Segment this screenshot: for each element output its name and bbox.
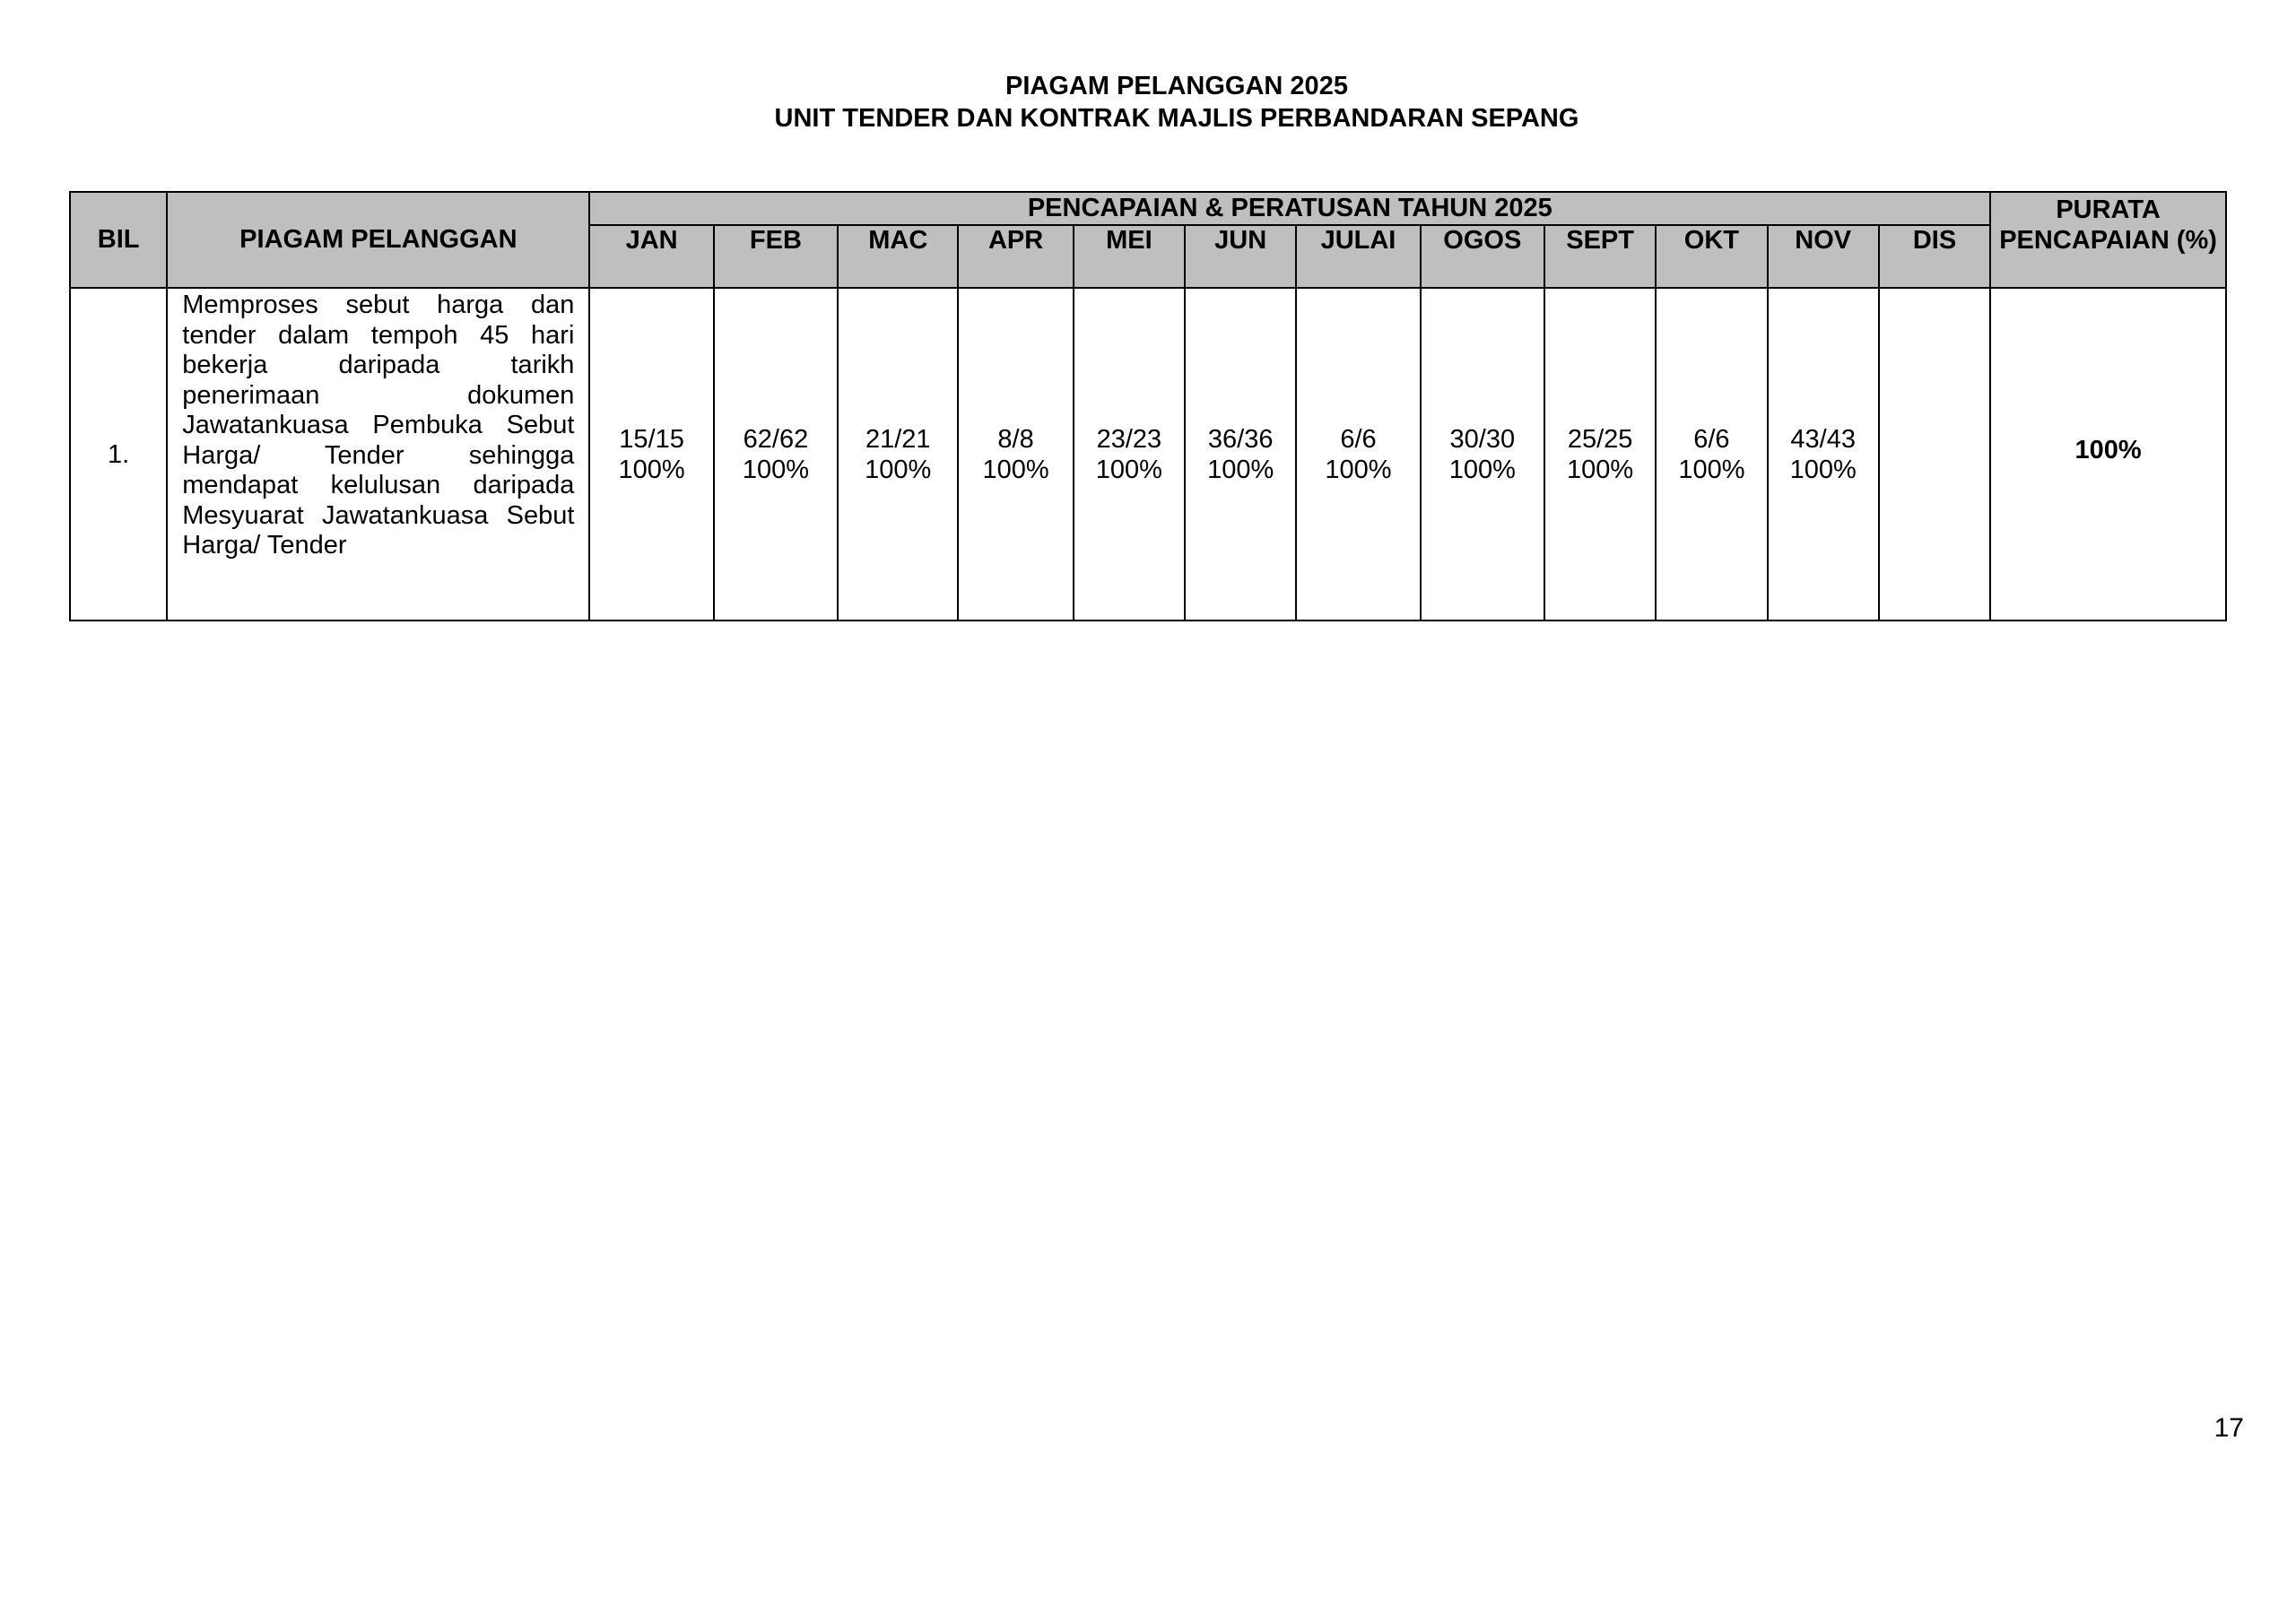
header-month: NOV bbox=[1768, 225, 1879, 288]
charter-description: Memproses sebut harga dan tender dalam tempoh 45 hari bekerja daripada tarikh penerimaan dokumen Jawatankuasa Pembuka Sebut Harga/ Tender sehingga mendapat kelulusan daripada Mesyuarat Jawatankuasa Sebut Harga/ Tender bbox=[167, 288, 589, 621]
header-month: OKT bbox=[1656, 225, 1767, 288]
header-bil: BIL bbox=[70, 192, 167, 288]
month-cell bbox=[1421, 288, 1544, 621]
header-month: FEB bbox=[714, 225, 838, 288]
month-count: 36/36 bbox=[1207, 424, 1274, 454]
month-count: 6/6 bbox=[1693, 424, 1730, 454]
month-cell bbox=[1544, 288, 1656, 621]
header-row-group bbox=[70, 192, 2226, 225]
month-cell bbox=[838, 288, 958, 621]
header-month: OGOS bbox=[1421, 225, 1544, 288]
header-month: APR bbox=[958, 225, 1073, 288]
header-month: JAN bbox=[589, 225, 713, 288]
month-cell bbox=[1768, 288, 1879, 621]
header-month: DIS bbox=[1879, 225, 1990, 288]
month-count: 21/21 bbox=[865, 424, 931, 454]
month-cell bbox=[958, 288, 1073, 621]
title-line-1: PIAGAM PELANGGAN 2025 bbox=[1005, 72, 1348, 100]
month-percent: 100% bbox=[1567, 455, 1634, 484]
month-count: 30/30 bbox=[1449, 424, 1516, 454]
page-number: 17 bbox=[2213, 1413, 2244, 1443]
month-percent: 100% bbox=[1789, 455, 1857, 484]
month-cell bbox=[1185, 288, 1296, 621]
table-body bbox=[70, 288, 2226, 621]
month-count: 23/23 bbox=[1096, 424, 1162, 454]
title-line-2: UNIT TENDER DAN KONTRAK MAJLIS PERBANDARAN SEPANG bbox=[774, 104, 1579, 133]
month-percent: 100% bbox=[618, 455, 685, 484]
header-month: JUN bbox=[1185, 225, 1296, 288]
header-average: PURATA PENCAPAIAN (%) bbox=[1990, 192, 2226, 288]
month-cell bbox=[1656, 288, 1767, 621]
month-percent: 100% bbox=[982, 455, 1049, 484]
month-cell bbox=[714, 288, 838, 621]
month-cell bbox=[1074, 288, 1185, 621]
header-month: MAC bbox=[838, 225, 958, 288]
document-title bbox=[0, 70, 2296, 135]
month-count: 8/8 bbox=[997, 424, 1034, 454]
row-number: 1. bbox=[70, 288, 167, 621]
header-month: SEPT bbox=[1544, 225, 1656, 288]
month-cell bbox=[1296, 288, 1420, 621]
month-percent: 100% bbox=[742, 455, 809, 484]
table-header bbox=[70, 192, 2226, 288]
month-percent: 100% bbox=[1448, 455, 1516, 484]
month-percent: 100% bbox=[865, 455, 932, 484]
header-piagam-pelanggan: PIAGAM PELANGGAN bbox=[167, 192, 589, 288]
table-row bbox=[70, 288, 2226, 621]
header-achievement-group: PENCAPAIAN & PERATUSAN TAHUN 2025 bbox=[589, 192, 1990, 225]
month-cell bbox=[1879, 288, 1990, 621]
month-count: 62/62 bbox=[743, 424, 809, 454]
month-count: 15/15 bbox=[619, 424, 684, 454]
month-cell bbox=[589, 288, 713, 621]
month-percent: 100% bbox=[1678, 455, 1745, 484]
header-month: JULAI bbox=[1296, 225, 1420, 288]
month-count: 6/6 bbox=[1340, 424, 1377, 454]
month-percent: 100% bbox=[1095, 455, 1162, 484]
header-month: MEI bbox=[1074, 225, 1185, 288]
average-achievement: 100% bbox=[1990, 288, 2226, 621]
month-count: 25/25 bbox=[1567, 424, 1633, 454]
month-percent: 100% bbox=[1207, 455, 1274, 484]
customer-charter-table bbox=[69, 191, 2227, 621]
month-percent: 100% bbox=[1325, 455, 1392, 484]
month-count: 43/43 bbox=[1790, 424, 1856, 454]
